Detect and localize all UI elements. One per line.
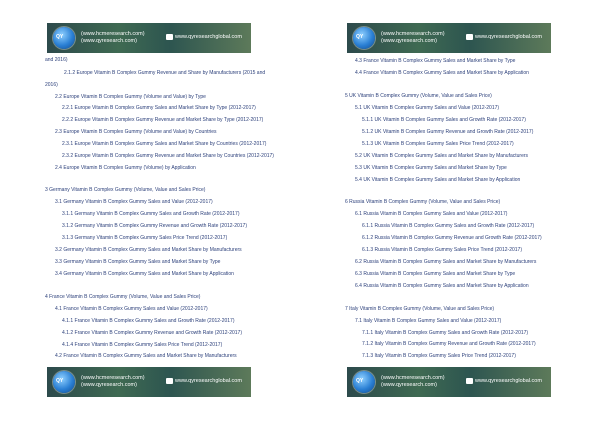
toc-line: 3 Germany Vitamin B Complex Gummy (Volume, Value and Sales Price) bbox=[45, 187, 206, 193]
banner-url-2: (www.qyresearch.com) bbox=[381, 382, 437, 388]
toc-line: 3.1.1 Germany Vitamin B Complex Gummy Sales and Growth Rate (2012-2017) bbox=[62, 211, 240, 217]
banner-url-2: (www.qyresearch.com) bbox=[381, 38, 437, 44]
toc-line: 3.4 Germany Vitamin B Complex Gummy Sales and Market Share by Application bbox=[55, 271, 234, 277]
mail-icon bbox=[166, 34, 173, 40]
toc-line: 4.1.1 France Vitamin B Complex Gummy Sales and Growth Rate (2012-2017) bbox=[62, 318, 235, 324]
banner-site: www.qyresearchglobal.com bbox=[475, 378, 542, 384]
toc-line: 6.1.3 Russia Vitamin B Complex Gummy Sales Price Trend (2012-2017) bbox=[362, 247, 522, 253]
mail-icon bbox=[466, 34, 473, 40]
toc-line: 4.4 France Vitamin B Complex Gummy Sales and Market Share by Application bbox=[355, 70, 529, 76]
header-banner bbox=[347, 23, 551, 53]
toc-line: 2016) bbox=[45, 82, 58, 88]
footer-banner bbox=[47, 367, 251, 397]
toc-line: 4.2 France Vitamin B Complex Gummy Sales and Market Share by Manufacturers bbox=[55, 353, 237, 359]
toc-line: 2.3.2 Europe Vitamin B Complex Gummy Revenue and Market Share by Countries (2012-2017) bbox=[62, 153, 274, 159]
header-banner bbox=[47, 23, 251, 53]
mail-icon bbox=[466, 378, 473, 384]
toc-line: 5.1.3 UK Vitamin B Complex Gummy Sales Price Trend (2012-2017) bbox=[362, 141, 514, 147]
toc-line: 6.1.1 Russia Vitamin B Complex Gummy Sales and Growth Rate (2012-2017) bbox=[362, 223, 535, 229]
toc-line: 5.4 UK Vitamin B Complex Gummy Sales and Market Share by Application bbox=[355, 177, 521, 183]
toc-line: 3.3 Germany Vitamin B Complex Gummy Sales and Market Share by Type bbox=[55, 259, 221, 265]
toc-line: 4.1.2 France Vitamin B Complex Gummy Revenue and Growth Rate (2012-2017) bbox=[62, 330, 242, 336]
toc-line: 4 France Vitamin B Complex Gummy (Volume, Value and Sales Price) bbox=[45, 294, 201, 300]
toc-line: 2.3 Europe Vitamin B Complex Gummy (Volume and Value) by Countries bbox=[55, 129, 217, 135]
logo-text: QY bbox=[56, 378, 64, 384]
banner-url-2: (www.qyresearch.com) bbox=[81, 38, 137, 44]
right-page bbox=[300, 0, 600, 424]
toc-line: 4.3 France Vitamin B Complex Gummy Sales and Market Share by Type bbox=[355, 58, 516, 64]
toc-line: 4.1.4 France Vitamin B Complex Gummy Sales Price Trend (2012-2017) bbox=[62, 342, 223, 348]
toc-line: 5.1 UK Vitamin B Complex Gummy Sales and Value (2012-2017) bbox=[355, 105, 500, 111]
toc-line: 3.1.2 Germany Vitamin B Complex Gummy Revenue and Growth Rate (2012-2017) bbox=[62, 223, 247, 229]
toc-line: 7.1.3 Italy Vitamin B Complex Gummy Sales Price Trend (2012-2017) bbox=[362, 353, 516, 359]
banner-site: www.qyresearchglobal.com bbox=[175, 34, 242, 40]
toc-line: 7.1.2 Italy Vitamin B Complex Gummy Revenue and Growth Rate (2012-2017) bbox=[362, 341, 536, 347]
banner-url-2: (www.qyresearch.com) bbox=[81, 382, 137, 388]
toc-line: 7.1 Italy Vitamin B Complex Gummy Sales and Value (2012-2017) bbox=[355, 318, 502, 324]
toc-line: 5.3 UK Vitamin B Complex Gummy Sales and Market Share by Type bbox=[355, 165, 507, 171]
banner-url-1: (www.hcmeresearch.com) bbox=[81, 31, 145, 37]
logo-text: QY bbox=[356, 378, 364, 384]
banner-url-1: (www.hcmeresearch.com) bbox=[81, 375, 145, 381]
toc-line: 2.3.1 Europe Vitamin B Complex Gummy Sales and Market Share by Countries (2012-2017) bbox=[62, 141, 267, 147]
toc-line: 5.2 UK Vitamin B Complex Gummy Sales and Market Share by Manufacturers bbox=[355, 153, 529, 159]
toc-line: 7 Italy Vitamin B Complex Gummy (Volume, Value and Sales Price) bbox=[345, 306, 495, 312]
toc-line: 3.1.3 Germany Vitamin B Complex Gummy Sales Price Trend (2012-2017) bbox=[62, 235, 228, 241]
toc-line: 5.1.1 UK Vitamin B Complex Gummy Sales and Growth Rate (2012-2017) bbox=[362, 117, 526, 123]
banner-site: www.qyresearchglobal.com bbox=[475, 34, 542, 40]
toc-line: 2.1.2 Europe Vitamin B Complex Gummy Revenue and Share by Manufacturers (2015 and bbox=[64, 70, 266, 76]
logo-text: QY bbox=[56, 34, 64, 40]
mail-icon bbox=[166, 378, 173, 384]
toc-line: 6.1.2 Russia Vitamin B Complex Gummy Revenue and Growth Rate (2012-2017) bbox=[362, 235, 542, 241]
toc-line: 6.1 Russia Vitamin B Complex Gummy Sales and Value (2012-2017) bbox=[355, 211, 508, 217]
toc-line: 6 Russia Vitamin B Complex Gummy (Volume, Value and Sales Price) bbox=[345, 199, 501, 205]
toc-line: 4.1 France Vitamin B Complex Gummy Sales and Value (2012-2017) bbox=[55, 306, 208, 312]
toc-line: 6.2 Russia Vitamin B Complex Gummy Sales and Market Share by Manufacturers bbox=[355, 259, 537, 265]
toc-line: 5 UK Vitamin B Complex Gummy (Volume, Value and Sales Price) bbox=[345, 93, 492, 99]
banner-site: www.qyresearchglobal.com bbox=[175, 378, 242, 384]
toc-line: 3.1 Germany Vitamin B Complex Gummy Sales and Value (2012-2017) bbox=[55, 199, 213, 205]
toc-line: 7.1.1 Italy Vitamin B Complex Gummy Sales and Growth Rate (2012-2017) bbox=[362, 330, 529, 336]
toc-line: 5.1.2 UK Vitamin B Complex Gummy Revenue and Growth Rate (2012-2017) bbox=[362, 129, 534, 135]
toc-line: and 2016) bbox=[45, 57, 68, 63]
banner-url-1: (www.hcmeresearch.com) bbox=[381, 31, 445, 37]
toc-line: 2.2.1 Europe Vitamin B Complex Gummy Sales and Market Share by Type (2012-2017) bbox=[62, 105, 256, 111]
toc-line: 6.3 Russia Vitamin B Complex Gummy Sales and Market Share by Type bbox=[355, 271, 516, 277]
footer-banner bbox=[347, 367, 551, 397]
toc-line: 2.2.2 Europe Vitamin B Complex Gummy Revenue and Market Share by Type (2012-2017) bbox=[62, 117, 264, 123]
banner-url-1: (www.hcmeresearch.com) bbox=[381, 375, 445, 381]
logo-text: QY bbox=[356, 34, 364, 40]
toc-line: 6.4 Russia Vitamin B Complex Gummy Sales and Market Share by Application bbox=[355, 283, 529, 289]
toc-line: 2.2 Europe Vitamin B Complex Gummy (Volume and Value) by Type bbox=[55, 94, 206, 100]
toc-line: 3.2 Germany Vitamin B Complex Gummy Sales and Market Share by Manufacturers bbox=[55, 247, 242, 253]
toc-line: 2.4 Europe Vitamin B Complex Gummy (Volume) by Application bbox=[55, 165, 196, 171]
